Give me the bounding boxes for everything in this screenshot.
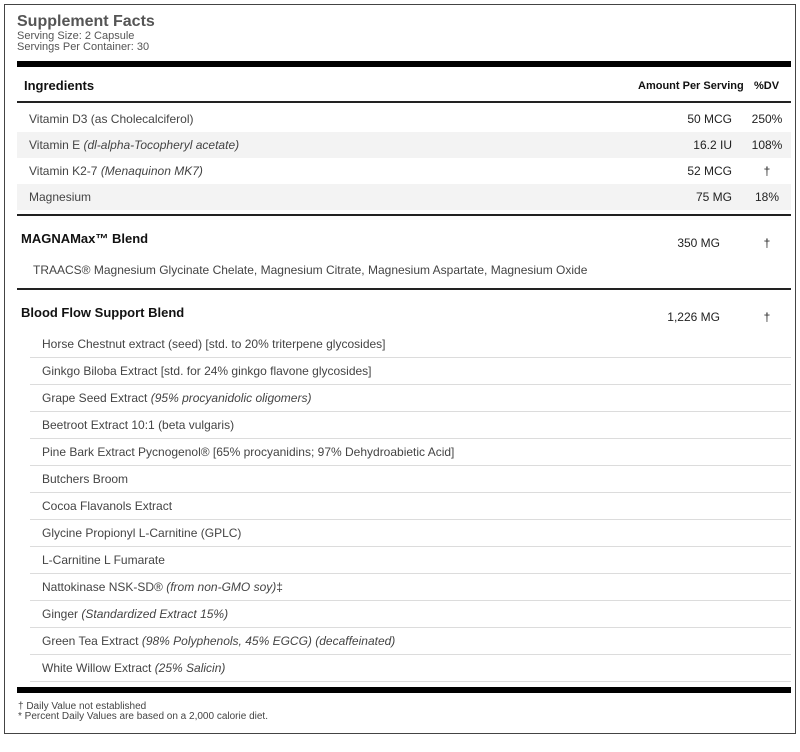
blood-flow-blend-dv: † — [763, 310, 771, 324]
blend-ingredient-name: Ginger — [42, 607, 82, 621]
magnamax-blend-description: TRAACS® Magnesium Glycinate Chelate, Magnesium Citrate, Magnesium Aspartate, Magnesium Oxide — [33, 263, 588, 277]
vitamin-dv: 18% — [754, 190, 780, 204]
blend-ingredient-row — [30, 655, 791, 682]
blend-ingredient-name: Ginkgo Biloba Extract [std. for 24% ginkgo flavone glycosides] — [42, 364, 372, 378]
blend-ingredient-note: (95% procyanidolic oligomers) — [150, 391, 312, 405]
blend-ingredient-name: Pine Bark Extract Pycnogenol® [65% procyanidins; 97% Dehydroabietic Acid] — [42, 445, 455, 459]
vitamins-rule — [17, 214, 791, 216]
serving-size: Serving Size: 2 Capsule — [17, 30, 135, 42]
blend-ingredient-name: Nattokinase NSK-SD® — [42, 580, 167, 594]
magnamax-rule — [17, 288, 791, 290]
blood-flow-blend-amount: 1,226 MG — [667, 310, 720, 324]
magnamax-blend-dv: † — [763, 236, 771, 250]
vitamin-row — [17, 158, 791, 184]
top-thick-rule — [17, 61, 791, 67]
magnamax-blend-amount: 350 MG — [677, 236, 720, 250]
blend-ingredient-name: Glycine Propionyl L-Carnitine (GPLC) — [42, 526, 242, 540]
blend-ingredient-row — [30, 628, 791, 655]
vitamin-dv: 108% — [751, 138, 783, 152]
blend-ingredient-row — [30, 493, 791, 520]
blend-ingredient-row — [30, 412, 791, 439]
blend-ingredient-suffix: ‡ — [276, 580, 283, 594]
blend-ingredient-name: Horse Chestnut extract (seed) [std. to 20% triterpene glycosides] — [42, 337, 386, 351]
blend-ingredient-row — [30, 520, 791, 547]
vitamin-note: (Menaquinon MK7) — [100, 164, 203, 178]
blend-ingredient-row — [30, 439, 791, 466]
vitamin-note: (dl-alpha-Tocopheryl acetate) — [83, 138, 240, 152]
blend-ingredient-row — [30, 547, 791, 574]
blend-ingredient-note: (98% Polyphenols, 45% EGCG) (decaffeinated) — [141, 634, 396, 648]
blend-ingredient-row — [30, 331, 791, 358]
vitamin-amount: 16.2 IU — [693, 138, 732, 152]
vitamin-amount: 75 MG — [695, 190, 732, 204]
blend-ingredient-note: (25% Salicin) — [154, 661, 226, 675]
blend-ingredient-note: (Standardized Extract 15%) — [81, 607, 229, 621]
ingredients-header: Ingredients — [24, 78, 95, 93]
vitamin-amount: 52 MCG — [687, 164, 732, 178]
vitamin-amount: 50 MCG — [687, 112, 732, 126]
blend-ingredient-row — [30, 358, 791, 385]
blend-ingredient-name: L-Carnitine L Fumarate — [42, 553, 165, 567]
servings-per-container: Servings Per Container: 30 — [17, 41, 150, 53]
blend-ingredient-name: Grape Seed Extract — [42, 391, 151, 405]
panel-header — [17, 13, 155, 53]
supplement-facts-panel — [4, 4, 796, 734]
blend-ingredient-name: White Willow Extract — [42, 661, 155, 675]
panel-title: Supplement Facts — [17, 13, 155, 30]
vitamin-name: Magnesium — [29, 190, 92, 204]
blend-ingredient-row — [30, 466, 791, 493]
bottom-thick-rule — [17, 687, 791, 693]
dv-header: %DV — [754, 80, 780, 92]
magnamax-blend-name: MAGNAMax™ Blend — [21, 231, 149, 246]
footnote-percent: * Percent Daily Values are based on a 2,000 calorie diet. — [18, 711, 268, 722]
blend-ingredient-name: Cocoa Flavanols Extract — [42, 499, 173, 513]
vitamin-row — [17, 132, 791, 158]
blend-ingredient-row — [30, 574, 791, 601]
vitamin-name: Vitamin E — [29, 138, 84, 152]
vitamin-name: Vitamin K2-7 — [29, 164, 101, 178]
blood-flow-blend-name: Blood Flow Support Blend — [21, 305, 185, 320]
blend-ingredient-row — [30, 601, 791, 628]
blend-ingredient-row — [30, 385, 791, 412]
header-rule — [17, 101, 791, 103]
vitamin-row — [17, 106, 791, 132]
vitamin-dv: 250% — [751, 112, 783, 126]
vitamin-row — [17, 184, 791, 210]
vitamin-name: Vitamin D3 (as Cholecalciferol) — [29, 112, 194, 126]
blend-ingredient-note: (from non-GMO soy) — [166, 580, 277, 594]
blend-ingredient-name: Green Tea Extract — [42, 634, 142, 648]
blend-ingredient-name: Beetroot Extract 10:1 (beta vulgaris) — [42, 418, 235, 432]
footnote-dagger: † Daily Value not established — [18, 701, 147, 712]
blend-ingredient-name: Butchers Broom — [42, 472, 129, 486]
vitamin-dv: † — [763, 164, 771, 178]
amount-header: Amount Per Serving — [638, 80, 744, 92]
column-header-row — [17, 69, 791, 101]
